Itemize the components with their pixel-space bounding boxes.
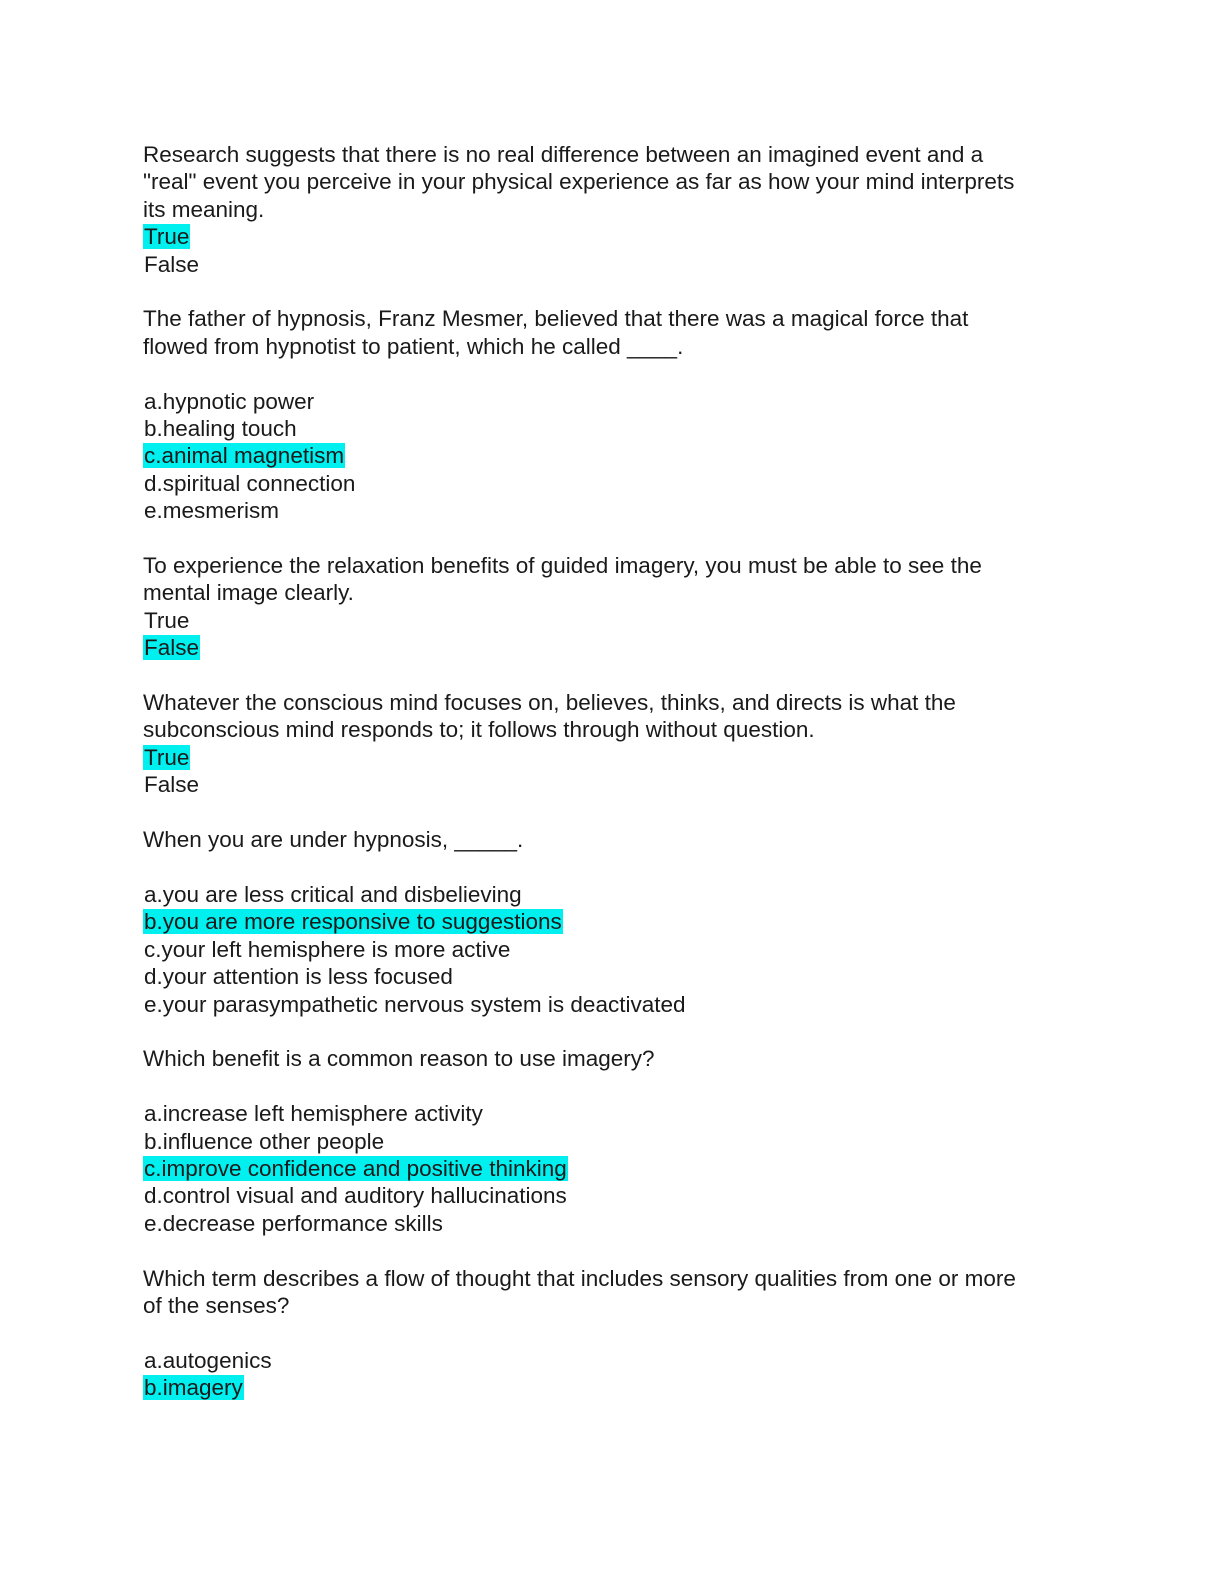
question-text: Which benefit is a common reason to use imagery?	[143, 1046, 655, 1072]
spacer	[143, 1237, 1083, 1264]
answer-option: False	[144, 251, 200, 277]
spacer	[143, 525, 1083, 552]
question-block	[143, 1265, 1083, 1402]
answer-option: d.control visual and auditory hallucinations	[144, 1183, 567, 1209]
question-text: Research suggests that there is no real difference between an imagined event and a "real" event you perceive in your physical experience as far as how your mind interprets its meaning.	[143, 142, 1015, 222]
answer-option: b.healing touch	[144, 416, 297, 442]
spacer	[143, 278, 1083, 305]
answer-option: b.imagery	[144, 1375, 243, 1401]
answer-option: False	[144, 635, 200, 661]
answer-option: e.decrease performance skills	[144, 1210, 443, 1236]
question-block	[143, 552, 1083, 662]
spacer	[143, 1319, 1083, 1346]
answer-option: a.hypnotic power	[144, 388, 315, 414]
question-block	[143, 689, 1083, 799]
question-block	[143, 826, 1083, 1018]
spacer	[143, 1018, 1083, 1045]
answer-option: True	[144, 607, 190, 633]
question-block	[143, 305, 1083, 524]
answer-option: a.you are less critical and disbelieving	[144, 881, 522, 907]
answer-option: b.you are more responsive to suggestions	[144, 909, 562, 935]
answer-option: c.improve confidence and positive thinking	[144, 1155, 567, 1181]
spacer	[143, 360, 1083, 387]
answer-option: c.your left hemisphere is more active	[144, 936, 511, 962]
question-text: Which term describes a flow of thought that includes sensory qualities from one or more of the senses?	[143, 1265, 1016, 1318]
question-block	[143, 1045, 1083, 1237]
spacer	[143, 853, 1083, 880]
question-text: Whatever the conscious mind focuses on, believes, thinks, and directs is what the subconscious mind responds to; it follows through without question.	[143, 690, 956, 743]
answer-option: a.increase left hemisphere activity	[144, 1101, 483, 1127]
answer-option: e.your parasympathetic nervous system is deactivated	[144, 991, 686, 1017]
spacer	[143, 662, 1083, 689]
answer-option: a.autogenics	[144, 1347, 272, 1373]
answer-option: c.animal magnetism	[144, 443, 345, 469]
document-page	[143, 141, 1083, 1402]
question-text: When you are under hypnosis, _____.	[143, 827, 524, 853]
answer-option: True	[144, 224, 190, 250]
answer-option: b.influence other people	[144, 1128, 385, 1154]
spacer	[143, 1073, 1083, 1100]
answer-option: True	[144, 744, 190, 770]
answer-option: d.spiritual connection	[144, 470, 356, 496]
answer-option: False	[144, 772, 200, 798]
spacer	[143, 799, 1083, 826]
question-text: To experience the relaxation benefits of guided imagery, you must be able to see the mental image clearly.	[143, 553, 982, 606]
question-block	[143, 141, 1083, 278]
answer-option: e.mesmerism	[144, 498, 280, 524]
question-text: The father of hypnosis, Franz Mesmer, believed that there was a magical force that flowed from hypnotist to patient, which he called ____.	[143, 306, 969, 359]
answer-option: d.your attention is less focused	[144, 964, 453, 990]
